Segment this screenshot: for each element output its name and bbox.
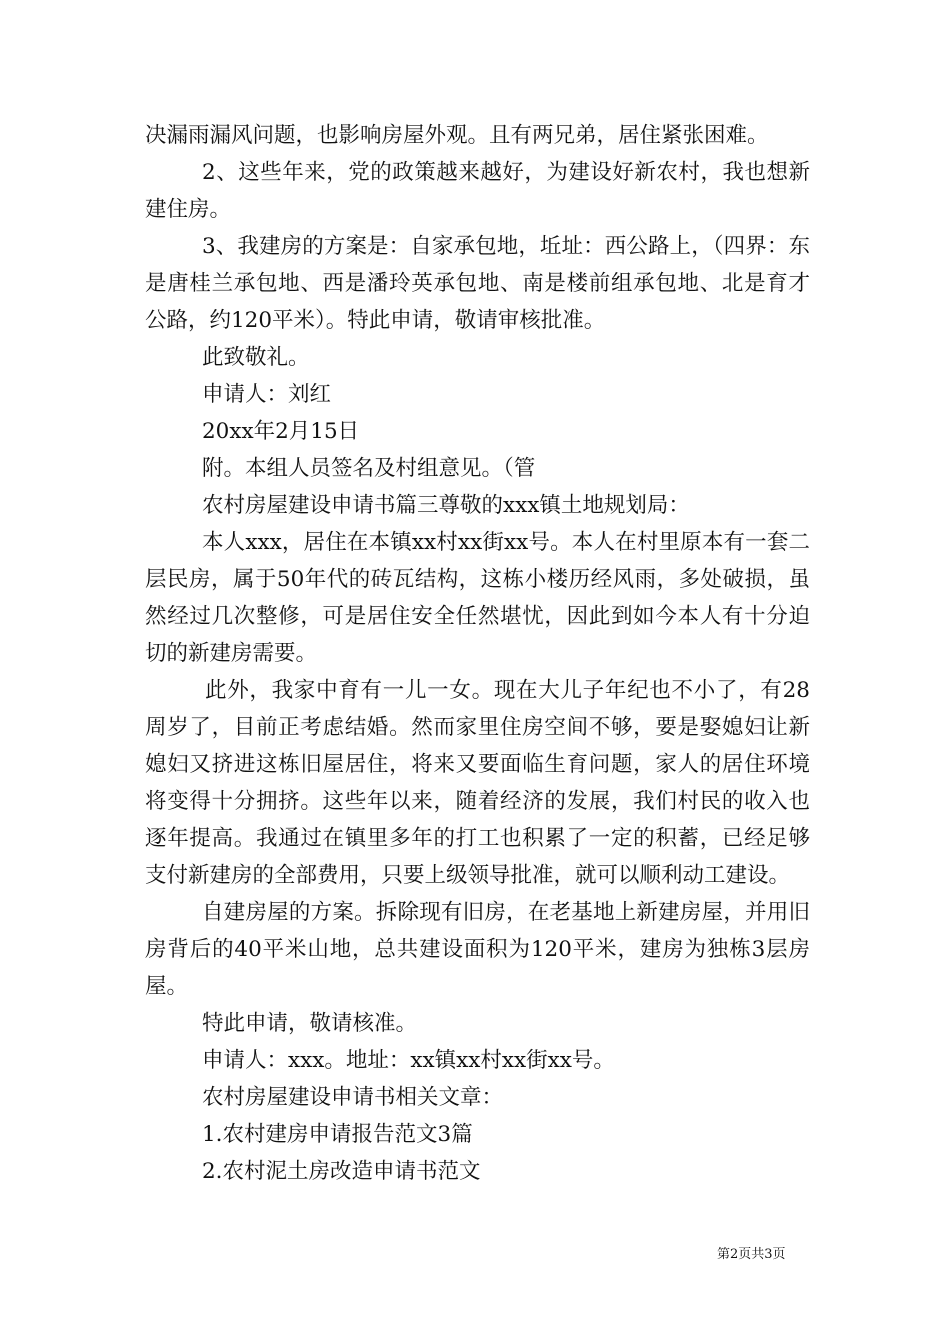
- applicant-address-line: 申请人：xxx。地址：xx镇xx村xx街xx号。: [202, 1048, 615, 1073]
- page-number-footer: 第2页共3页: [717, 1247, 786, 1262]
- paragraph-item-2: 2、这些年来，党的政策越来越好，为建设好新农村，我也想新建住房。: [145, 160, 810, 222]
- related-article-link-2[interactable]: 2.农村泥土房改造申请书范文: [202, 1159, 481, 1184]
- related-articles-heading: 农村房屋建设申请书相关文章：: [202, 1085, 504, 1110]
- section-heading-part-three: 农村房屋建设申请书篇三尊敬的xxx镇土地规划局：: [202, 493, 690, 518]
- attachment-note: 附。本组人员签名及村组意见。（管: [202, 456, 536, 481]
- date-line: 20xx年2月15日: [202, 419, 360, 444]
- request-approval-line: 特此申请，敬请核准。: [202, 1011, 418, 1036]
- related-article-link-1[interactable]: 1.农村建房申请报告范文3篇: [202, 1122, 473, 1147]
- document-body: [145, 117, 810, 1190]
- paragraph-building-plan: 自建房屋的方案。拆除现有旧房，在老基地上新建房屋，并用旧房背后的40平米山地，总共建设面积为120平米，建房为独栋3层房屋。: [145, 900, 810, 999]
- paragraph-introduction: 本人xxx，居住在本镇xx村xx街xx号。本人在村里原本有一套二层民房，属于50年代的砖瓦结构，这栋小楼历经风雨，多处破损，虽然经过几次整修，可是居住安全任然堪忧，因此到如今本人有十分迫切的新建房需要。: [145, 530, 810, 666]
- applicant-line: 申请人：刘红: [202, 382, 332, 407]
- closing-salutation: 此致敬礼。: [202, 345, 310, 370]
- paragraph-continuation: 决漏雨漏风问题，也影响房屋外观。且有两兄弟，居住紧张困难。: [145, 123, 769, 148]
- paragraph-item-3: 3、我建房的方案是：自家承包地，坵址：西公路上，（四界：东是唐桂兰承包地、西是潘玲英承包地、南是楼前组承包地、北是育才公路，约120平米）。特此申请，敬请审核批准。: [145, 234, 810, 333]
- paragraph-family-reason: 此外，我家中育有一儿一女。现在大儿子年纪也不小了，有28周岁了，目前正考虑结婚。然而家里住房空间不够，要是娶媳妇让新媳妇又挤进这栋旧屋居住，将来又要面临生育问题，家人的居住环境将变得十分拥挤。这些年以来，随着经济的发展，我们村民的收入也逐年提高。我通过在镇里多年的打工也积累了一定的积蓄，已经足够支付新建房的全部费用，只要上级领导批准，就可以顺利动工建设。: [145, 678, 810, 888]
